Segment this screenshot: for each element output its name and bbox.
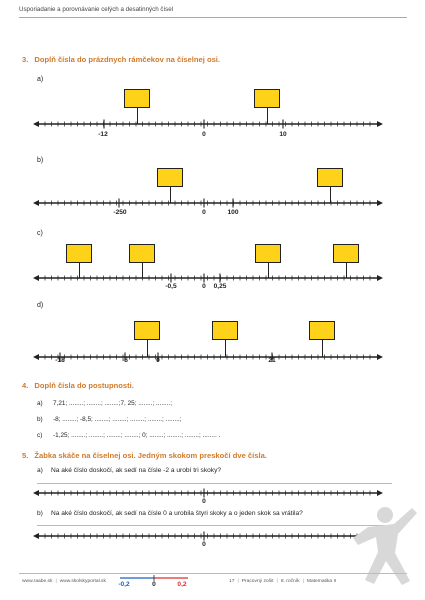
scale-label: -0,2 xyxy=(118,581,130,588)
page-number: 17 xyxy=(229,579,235,584)
axis-label: 0 xyxy=(202,209,206,216)
scale-label: 0 xyxy=(152,581,156,588)
row-letter: b) xyxy=(37,416,43,423)
task-3b-letter: b) xyxy=(37,157,44,164)
axis-label: 0 xyxy=(202,498,206,505)
task-4-heading xyxy=(22,381,134,390)
answer-box[interactable] xyxy=(255,244,281,263)
footer-links: www.raabe.sk | www.skolskyportal.sk xyxy=(22,579,106,584)
answer-box[interactable] xyxy=(333,244,359,263)
page-header: Usporiadanie a porovnávanie celých a desatinných čísel xyxy=(19,6,174,13)
question-text: Na aké číslo doskočí, ak sedí na čísle 0 a urobila štyri skoky a o jeden skok sa vrátila? xyxy=(51,510,303,517)
task-5-number: 5. xyxy=(22,451,29,460)
header-divider xyxy=(19,17,407,18)
sequence-text[interactable]: 7,21; ........; ........; ........;7, 25; ........; ........; xyxy=(53,400,172,407)
row-letter: a) xyxy=(37,400,43,407)
task-4-number: 4. xyxy=(22,381,29,390)
answer-box[interactable] xyxy=(317,168,343,187)
sequence-row xyxy=(37,400,172,407)
task-3-heading xyxy=(22,55,220,64)
number-line-3b xyxy=(33,197,383,209)
scale-label: 0,2 xyxy=(177,581,187,588)
workbook-name: Pracovný zošit xyxy=(241,579,274,584)
axis-label: 0 xyxy=(202,541,206,548)
task-3-number: 3. xyxy=(22,55,29,64)
task-3d-letter: d) xyxy=(37,302,44,309)
axis-label: 21 xyxy=(268,357,276,364)
answer-box[interactable] xyxy=(129,244,155,263)
number-line-3a xyxy=(33,118,383,130)
answer-box[interactable] xyxy=(134,321,160,340)
axis-label: 100 xyxy=(227,209,239,216)
axis-label: -0,5 xyxy=(165,283,177,290)
answer-box[interactable] xyxy=(124,89,150,108)
footer-divider xyxy=(19,573,407,574)
axis-label: 10 xyxy=(279,131,287,138)
number-line-5a xyxy=(33,487,383,499)
axis-label: 0 xyxy=(202,131,206,138)
task-3-title: Doplň čísla do prázdnych rámčekov na číselnej osi. xyxy=(34,55,221,64)
task-3a-letter: a) xyxy=(37,76,44,83)
answer-box[interactable] xyxy=(212,321,238,340)
grade-label: 8. ročník xyxy=(280,579,300,584)
question-letter: a) xyxy=(37,467,43,474)
task-3c-letter: c) xyxy=(37,230,43,237)
axis-label: -18 xyxy=(55,357,65,364)
row-letter: c) xyxy=(37,432,43,439)
answer-box[interactable] xyxy=(254,89,280,108)
task-4-title: Doplň čísla do postupnosti. xyxy=(34,381,134,390)
answer-box[interactable] xyxy=(309,321,335,340)
axis-label: -6 xyxy=(122,357,128,364)
axis-label: 0 xyxy=(156,357,160,364)
task-5-title: Žabka skáče na číselnej osi. Jedným skokom preskočí dve čísla. xyxy=(34,451,267,460)
answer-box[interactable] xyxy=(157,168,183,187)
task-5-heading xyxy=(22,451,267,460)
answer-box[interactable] xyxy=(66,244,92,263)
question-5b xyxy=(37,510,303,517)
axis-label: 0 xyxy=(202,283,206,290)
axis-label: 0,25 xyxy=(213,283,227,290)
number-line-5b xyxy=(33,530,383,542)
footer-link[interactable]: www.skolskyportal.sk xyxy=(59,579,106,584)
axis-label: -12 xyxy=(98,131,108,138)
mascot-figure-icon xyxy=(338,505,418,587)
axis-label: -250 xyxy=(113,209,127,216)
footer-link[interactable]: www.raabe.sk xyxy=(22,579,53,584)
footer-info: 17 | Pracovný zošit | 8. ročník | Matematika II xyxy=(229,579,337,584)
sequence-row xyxy=(37,432,220,439)
sequence-text[interactable]: -1,25; ........; ........; ........; ........; 0; ........; ........; ........; ........ . xyxy=(53,432,221,439)
number-line-3c xyxy=(33,272,383,284)
number-line-3d xyxy=(33,351,383,363)
question-5a xyxy=(37,467,221,474)
question-letter: b) xyxy=(37,510,43,517)
sequence-row xyxy=(37,416,182,423)
divider xyxy=(37,483,392,484)
sequence-text[interactable]: -8; ........; -8,5; ........; ........; ........; ........; ........; xyxy=(53,416,182,423)
question-text: Na aké číslo doskočí, ak sedí na čísle -2 a urobí tri skoky? xyxy=(51,467,222,474)
subject-label: Matematika II xyxy=(306,579,337,584)
